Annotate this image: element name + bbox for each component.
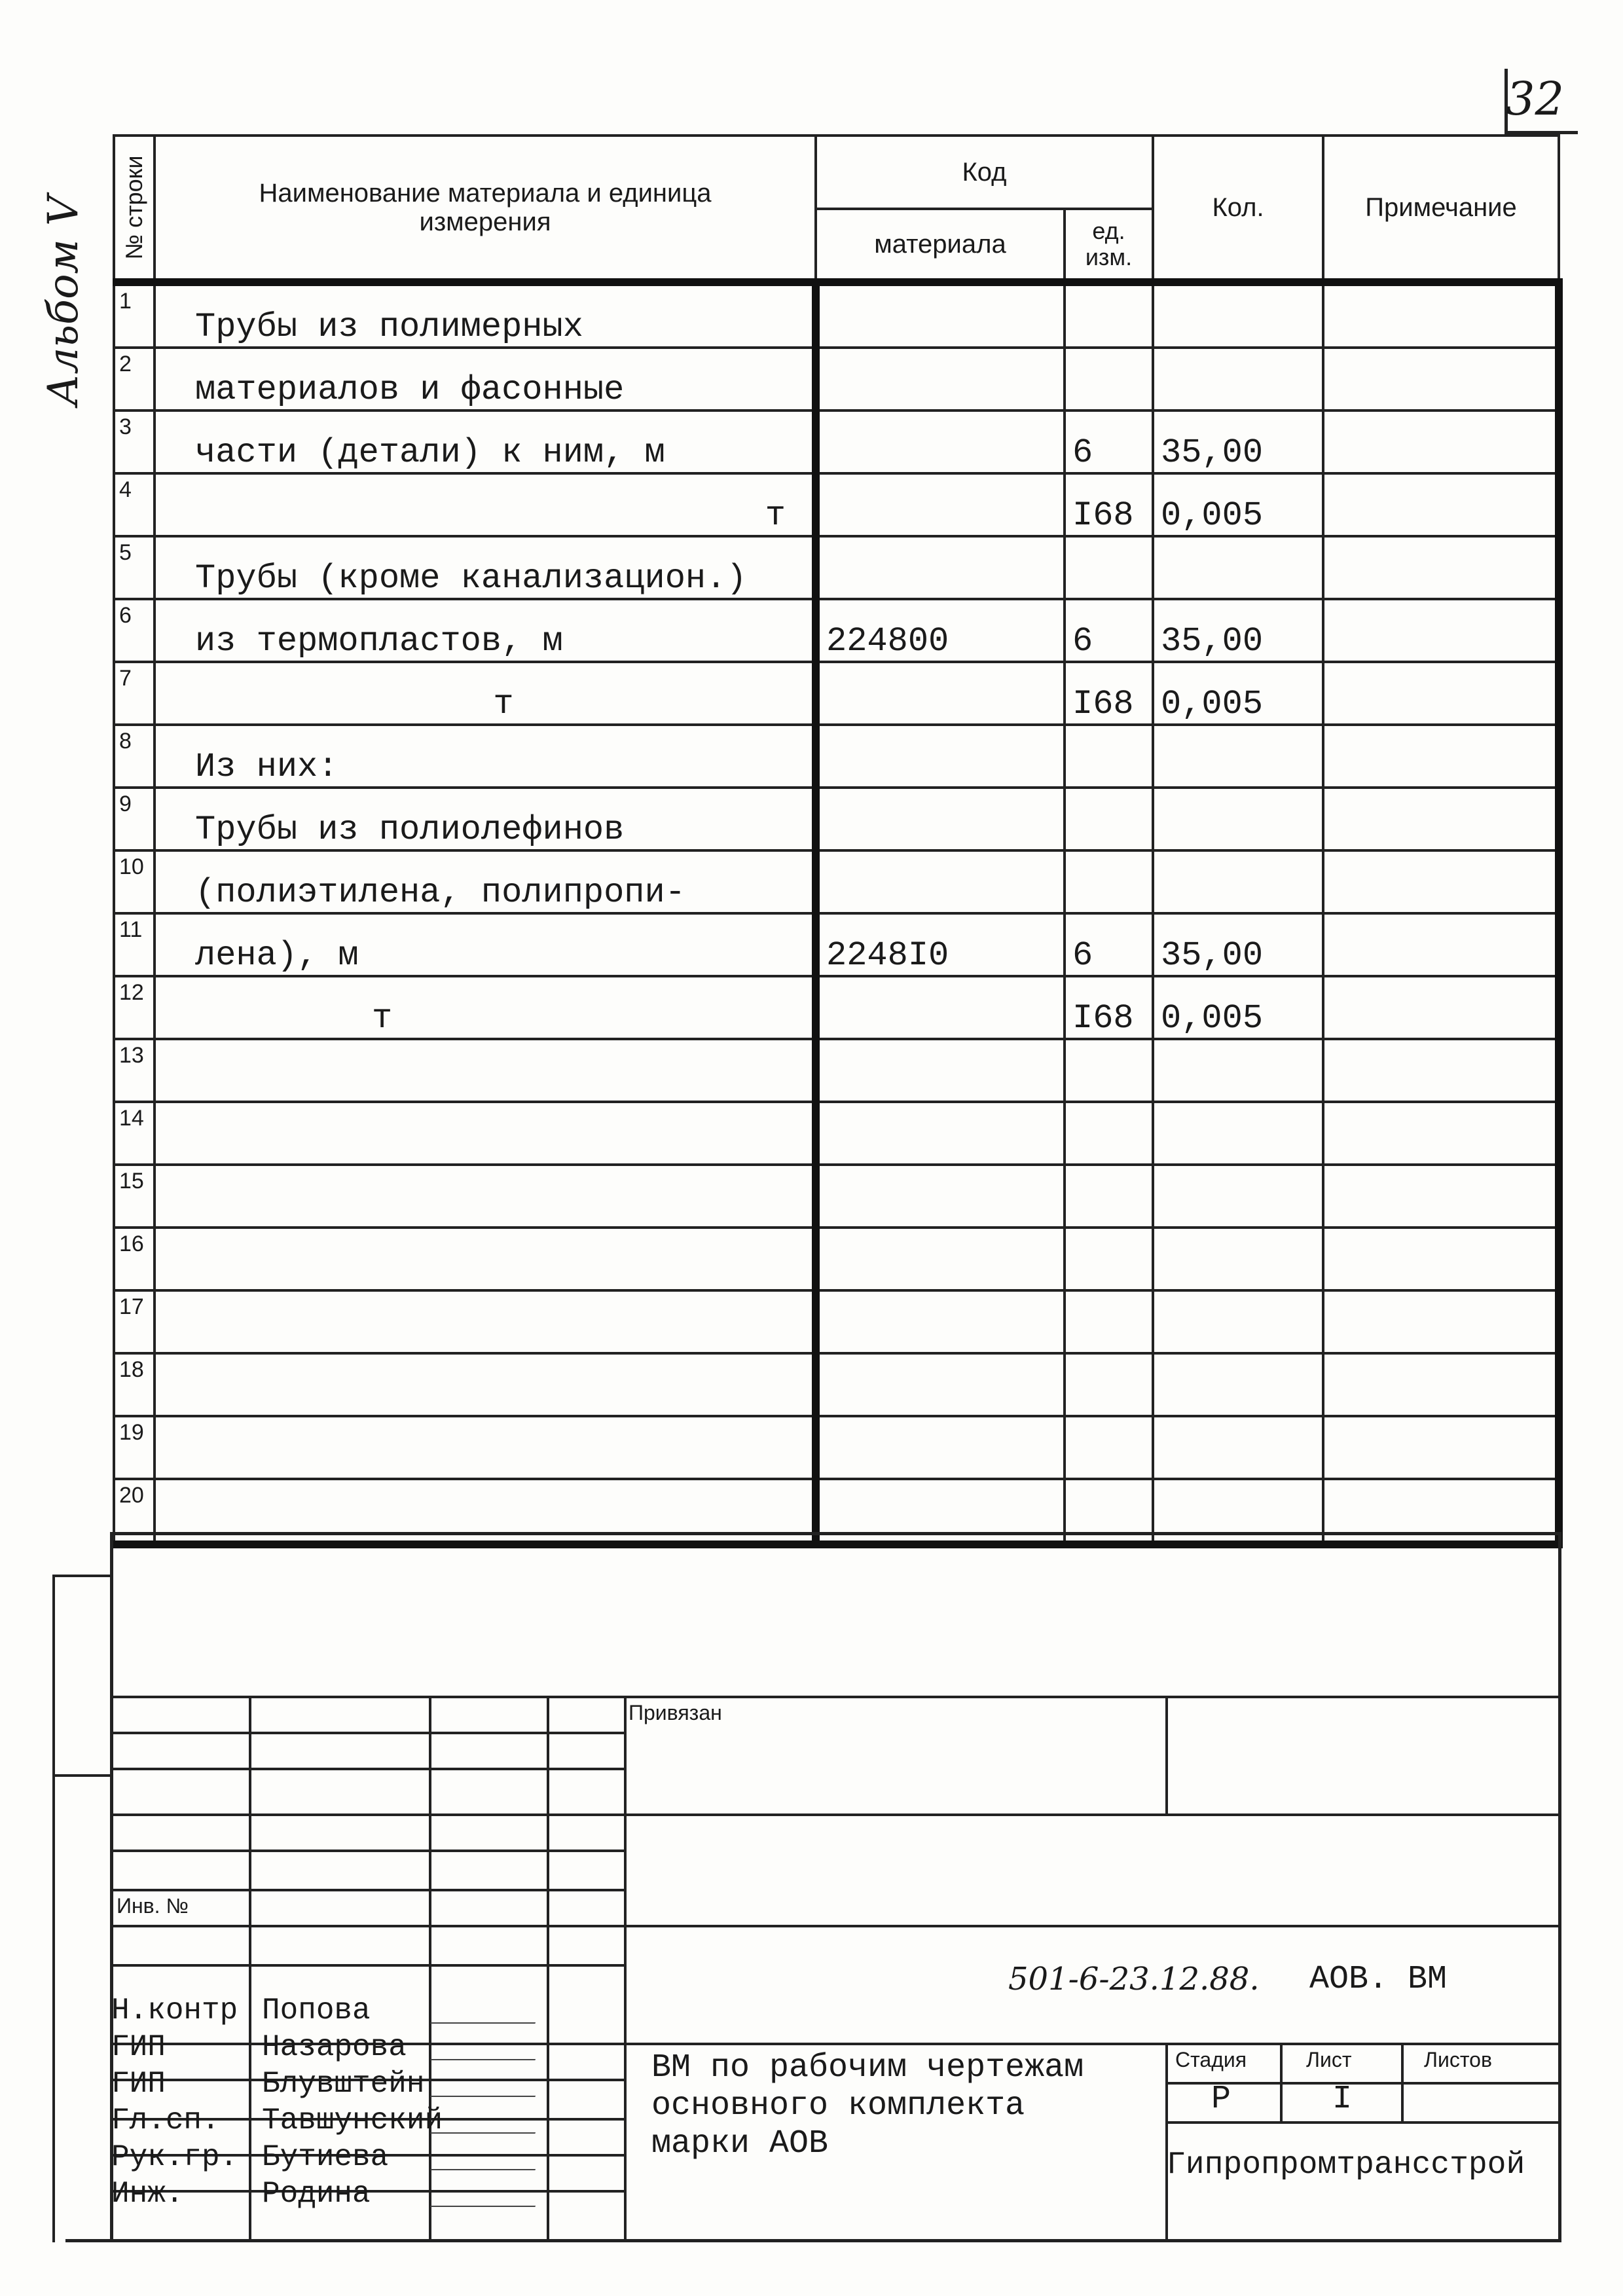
staff-name: Попова xyxy=(262,1994,371,2028)
row-unit-code xyxy=(1065,536,1153,599)
row-number: 14 xyxy=(114,1102,155,1165)
row-number: 12 xyxy=(114,976,155,1039)
row-unit-code xyxy=(1065,1353,1153,1416)
title-vline xyxy=(249,1696,251,2242)
table-row xyxy=(114,1039,1559,1102)
doc-code-handwritten: 501-6-23.12.88. xyxy=(1008,1961,1260,1997)
album-label: Альбом V xyxy=(39,195,88,406)
row-note xyxy=(1323,976,1559,1039)
row-note xyxy=(1323,536,1559,599)
row-note xyxy=(1323,788,1559,850)
row-number: 3 xyxy=(114,410,155,473)
row-note xyxy=(1323,725,1559,788)
row-name: (полиэтилена, полипропи- xyxy=(155,850,816,913)
row-unit-code: 6 xyxy=(1065,410,1153,473)
row-number: 8 xyxy=(114,725,155,788)
row-name: т xyxy=(155,662,816,725)
staff-role: Рук.гр. xyxy=(111,2140,238,2174)
row-name: материалов и фасонные xyxy=(155,348,816,410)
staff-role: Инж. xyxy=(111,2177,184,2211)
row-unit-code xyxy=(1065,1416,1153,1479)
row-material-code xyxy=(816,1165,1065,1228)
row-unit-code: 6 xyxy=(1065,913,1153,976)
row-number: 18 xyxy=(114,1353,155,1416)
row-unit-code xyxy=(1065,1290,1153,1353)
staff-name: Блувштейн xyxy=(262,2067,425,2101)
row-material-code xyxy=(816,662,1065,725)
row-material-code xyxy=(816,348,1065,410)
title-vline xyxy=(1165,2043,1168,2242)
materials-table xyxy=(113,134,1563,1548)
title-vline xyxy=(1165,1696,1168,1813)
row-unit-code: I68 xyxy=(1065,473,1153,536)
row-quantity: 35,00 xyxy=(1153,599,1323,662)
title-vline xyxy=(1401,2043,1404,2121)
row-name: т xyxy=(155,473,816,536)
row-quantity xyxy=(1153,536,1323,599)
staff-signature xyxy=(430,2106,545,2134)
row-material-code xyxy=(816,1416,1065,1479)
row-quantity xyxy=(1153,348,1323,410)
row-name xyxy=(155,1416,816,1479)
staff-signature xyxy=(430,2143,545,2170)
row-unit-code xyxy=(1065,788,1153,850)
staff-name: Назарова xyxy=(262,2030,407,2064)
staff-name: Родина xyxy=(262,2177,371,2211)
row-unit-code xyxy=(1065,1228,1153,1290)
row-name: лена), м xyxy=(155,913,816,976)
row-number: 6 xyxy=(114,599,155,662)
row-material-code xyxy=(816,410,1065,473)
row-material-code: 2248I0 xyxy=(816,913,1065,976)
table-row xyxy=(114,913,1559,976)
sheet-value: I xyxy=(1332,2081,1353,2118)
staff-signature xyxy=(430,2033,545,2060)
row-number: 13 xyxy=(114,1039,155,1102)
row-note xyxy=(1323,1039,1559,1102)
row-note xyxy=(1323,1290,1559,1353)
staff-role: ГИП xyxy=(111,2067,166,2101)
row-material-code xyxy=(816,1228,1065,1290)
organization: Гипропромтрансстрой xyxy=(1167,2147,1525,2183)
staff-signature xyxy=(430,2069,545,2097)
row-name: т xyxy=(155,976,816,1039)
row-quantity xyxy=(1153,1416,1323,1479)
side-frame xyxy=(52,1575,55,2242)
title-vline xyxy=(547,1696,549,2242)
table-row xyxy=(114,348,1559,410)
row-quantity xyxy=(1153,1353,1323,1416)
bound-label: Привязан xyxy=(629,1701,722,1724)
row-name xyxy=(155,1165,816,1228)
row-material-code xyxy=(816,1039,1065,1102)
row-quantity xyxy=(1153,850,1323,913)
title-line xyxy=(624,1813,1561,1816)
table-row xyxy=(114,1416,1559,1479)
header-code-unit: ед. изм. xyxy=(1065,209,1153,282)
row-note xyxy=(1323,410,1559,473)
title-line xyxy=(110,1696,1561,1698)
row-note xyxy=(1323,348,1559,410)
row-quantity: 0,005 xyxy=(1153,976,1323,1039)
side-tick xyxy=(52,1575,111,1577)
row-material-code xyxy=(816,1353,1065,1416)
row-name: из термопластов, м xyxy=(155,599,816,662)
row-note xyxy=(1323,282,1559,348)
row-number: 20 xyxy=(114,1479,155,1544)
row-number: 5 xyxy=(114,536,155,599)
table-row xyxy=(114,850,1559,913)
staff-signature xyxy=(430,2179,545,2207)
row-unit-code: I68 xyxy=(1065,976,1153,1039)
header-row-no: № строки xyxy=(114,136,155,282)
title-vline xyxy=(429,1696,431,2242)
row-material-code xyxy=(816,976,1065,1039)
row-material-code xyxy=(816,1102,1065,1165)
description-line1: ВМ по рабочим чертежам xyxy=(651,2049,1084,2086)
sheet-label: Лист xyxy=(1306,2048,1352,2071)
stage-value: Р xyxy=(1211,2081,1231,2118)
staff-name: Тавшунский xyxy=(262,2104,443,2138)
row-note xyxy=(1323,473,1559,536)
row-name: части (детали) к ним, м xyxy=(155,410,816,473)
title-vline xyxy=(1280,2043,1283,2121)
row-note xyxy=(1323,1165,1559,1228)
table-row xyxy=(114,976,1559,1039)
table-row xyxy=(114,410,1559,473)
row-unit-code xyxy=(1065,1102,1153,1165)
row-name: Трубы из полиолефинов xyxy=(155,788,816,850)
inv-label: Инв. № xyxy=(117,1894,189,1918)
row-material-code xyxy=(816,473,1065,536)
table-row xyxy=(114,788,1559,850)
header-name: Наименование материала и единица измерения xyxy=(155,136,816,282)
row-quantity: 35,00 xyxy=(1153,913,1323,976)
table-row xyxy=(114,1290,1559,1353)
staff-name: Бутиева xyxy=(262,2140,389,2174)
header-code-material: материала xyxy=(816,209,1065,282)
row-unit-code xyxy=(1065,348,1153,410)
row-material-code xyxy=(816,536,1065,599)
title-block-top xyxy=(110,1532,1561,1535)
row-number: 4 xyxy=(114,473,155,536)
row-quantity xyxy=(1153,282,1323,348)
row-name xyxy=(155,1039,816,1102)
staff-signature xyxy=(430,1996,545,2024)
row-number: 10 xyxy=(114,850,155,913)
row-unit-code xyxy=(1065,850,1153,913)
staff-role: Гл.сп. xyxy=(111,2104,220,2138)
staff-role: Н.контр xyxy=(111,1994,238,2028)
header-note: Примечание xyxy=(1323,136,1559,282)
description-line2: основного комплекта xyxy=(651,2087,1025,2124)
row-material-code xyxy=(816,850,1065,913)
row-name xyxy=(155,1102,816,1165)
row-material-code xyxy=(816,788,1065,850)
row-number: 17 xyxy=(114,1290,155,1353)
row-name xyxy=(155,1228,816,1290)
row-number: 1 xyxy=(114,282,155,348)
row-quantity xyxy=(1153,1228,1323,1290)
row-note xyxy=(1323,662,1559,725)
row-name: Из них: xyxy=(155,725,816,788)
row-note xyxy=(1323,1353,1559,1416)
row-unit-code xyxy=(1065,1165,1153,1228)
row-note xyxy=(1323,850,1559,913)
table-row xyxy=(114,1165,1559,1228)
sheet-number: 32 xyxy=(1506,72,1565,126)
table-row xyxy=(114,473,1559,536)
row-number: 2 xyxy=(114,348,155,410)
row-material-code xyxy=(816,1290,1065,1353)
table-row xyxy=(114,1102,1559,1165)
row-unit-code xyxy=(1065,282,1153,348)
row-number: 9 xyxy=(114,788,155,850)
table-row xyxy=(114,725,1559,788)
row-number: 7 xyxy=(114,662,155,725)
frame-right xyxy=(1558,1532,1561,2242)
stage-label: Стадия xyxy=(1175,2048,1247,2071)
header-code: Код xyxy=(816,136,1153,209)
row-number: 15 xyxy=(114,1165,155,1228)
title-vline xyxy=(624,1696,627,2242)
title-line xyxy=(1165,2121,1561,2124)
table-row xyxy=(114,536,1559,599)
row-name: Трубы (кроме канализацион.) xyxy=(155,536,816,599)
row-quantity xyxy=(1153,725,1323,788)
row-name: Трубы из полимерных xyxy=(155,282,816,348)
row-number: 16 xyxy=(114,1228,155,1290)
row-material-code xyxy=(816,282,1065,348)
row-note xyxy=(1323,1102,1559,1165)
title-line xyxy=(110,1925,1561,1927)
row-quantity: 35,00 xyxy=(1153,410,1323,473)
row-unit-code: 6 xyxy=(1065,599,1153,662)
side-tick xyxy=(52,1774,111,1777)
table-row xyxy=(114,1228,1559,1290)
row-material-code: 224800 xyxy=(816,599,1065,662)
row-unit-code xyxy=(1065,1039,1153,1102)
row-note xyxy=(1323,599,1559,662)
doc-code-suffix: АОВ. ВМ xyxy=(1309,1961,1448,1998)
row-material-code xyxy=(816,725,1065,788)
table-body xyxy=(114,282,1559,1544)
row-quantity xyxy=(1153,788,1323,850)
row-quantity: 0,005 xyxy=(1153,473,1323,536)
row-quantity xyxy=(1153,1165,1323,1228)
description-line3: марки АОВ xyxy=(651,2125,829,2162)
row-quantity xyxy=(1153,1102,1323,1165)
table-row xyxy=(114,282,1559,348)
row-note xyxy=(1323,1416,1559,1479)
row-unit-code: I68 xyxy=(1065,662,1153,725)
row-quantity: 0,005 xyxy=(1153,662,1323,725)
row-name xyxy=(155,1353,816,1416)
row-note xyxy=(1323,913,1559,976)
table-row xyxy=(114,1353,1559,1416)
row-quantity xyxy=(1153,1039,1323,1102)
row-unit-code xyxy=(1065,725,1153,788)
frame-bottom xyxy=(65,2239,1561,2242)
row-number: 19 xyxy=(114,1416,155,1479)
row-number: 11 xyxy=(114,913,155,976)
row-name xyxy=(155,1290,816,1353)
row-note xyxy=(1323,1228,1559,1290)
staff-role: ГИП xyxy=(111,2030,166,2064)
table-row xyxy=(114,599,1559,662)
header-qty: Кол. xyxy=(1153,136,1323,282)
sheets-label: Листов xyxy=(1424,2048,1492,2071)
row-quantity xyxy=(1153,1290,1323,1353)
table-row xyxy=(114,662,1559,725)
